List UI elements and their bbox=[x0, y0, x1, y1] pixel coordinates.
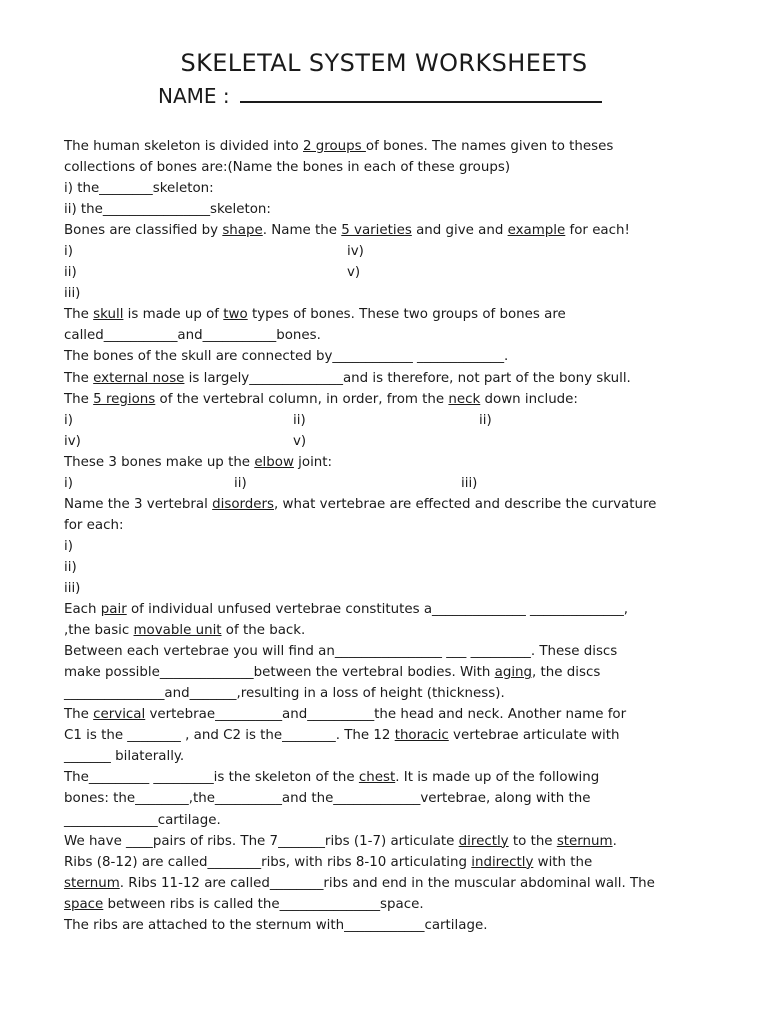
line-text: types of bones. These two groups of bones are bbox=[247, 307, 566, 323]
line-column bbox=[64, 136, 613, 157]
line-column bbox=[64, 852, 592, 873]
line-text: of the back. bbox=[221, 623, 306, 639]
worksheet-line bbox=[64, 220, 712, 241]
line-text: iii) bbox=[461, 475, 478, 491]
line-text: vertebrae__________and__________the head and neck. Another name for bbox=[145, 707, 627, 723]
line-column bbox=[64, 346, 508, 367]
worksheet-line bbox=[64, 515, 712, 536]
worksheet-line bbox=[64, 241, 712, 262]
worksheet-line bbox=[64, 852, 712, 873]
line-text: ii) bbox=[234, 475, 247, 491]
line-text: . bbox=[612, 833, 617, 849]
line-column bbox=[64, 788, 590, 809]
name-blank-line[interactable] bbox=[240, 98, 602, 103]
worksheet-line bbox=[64, 831, 712, 852]
worksheet-line bbox=[64, 641, 712, 662]
line-text: joint: bbox=[293, 454, 333, 470]
line-text: . Name the bbox=[262, 223, 342, 239]
line-text: The bones of the skull are connected by____________ _____________. bbox=[64, 349, 509, 365]
worksheet-line bbox=[64, 473, 712, 494]
line-text: for each! bbox=[565, 223, 630, 239]
worksheet-line bbox=[64, 178, 712, 199]
worksheet-line bbox=[64, 810, 712, 831]
line-column bbox=[64, 157, 510, 178]
line-text: is made up of bbox=[123, 307, 224, 323]
line-text: of individual unfused vertebrae constitutes a______________ ______________, bbox=[126, 602, 629, 618]
line-text: The human skeleton is divided into bbox=[64, 139, 303, 154]
line-text: i) bbox=[64, 538, 73, 554]
line-text: The_________ _________is the skeleton of the bbox=[64, 770, 359, 786]
line-column bbox=[461, 473, 477, 494]
line-column bbox=[64, 431, 81, 452]
line-column bbox=[64, 683, 505, 704]
line-column bbox=[64, 578, 80, 599]
line-column bbox=[64, 410, 73, 431]
worksheet-line bbox=[64, 873, 712, 894]
line-column bbox=[64, 473, 73, 494]
line-text: is largely______________and is therefore, not part of the bony skull. bbox=[184, 370, 631, 386]
line-column bbox=[64, 283, 80, 304]
line-column bbox=[293, 410, 306, 431]
line-text: We have ____pairs of ribs. The 7_______ribs (1-7) articulate bbox=[64, 833, 459, 849]
worksheet-line bbox=[64, 620, 712, 641]
underlined-term: two bbox=[223, 307, 248, 323]
worksheet-line bbox=[64, 894, 712, 915]
line-text: and give and bbox=[411, 223, 508, 239]
line-text: . It is made up of the following bbox=[395, 770, 600, 786]
line-column bbox=[347, 262, 360, 283]
line-text: of bones. The names given to theses bbox=[365, 139, 614, 154]
line-text: , what vertebrae are effected and describe the curvature bbox=[274, 496, 657, 512]
line-text: ii) bbox=[64, 559, 77, 575]
name-row bbox=[158, 82, 602, 110]
line-text: collections of bones are:(Name the bones in each of these groups) bbox=[64, 160, 511, 176]
underlined-term: example bbox=[507, 223, 566, 239]
line-text: Each bbox=[64, 602, 101, 618]
worksheet-line bbox=[64, 915, 712, 936]
line-text: Ribs (8-12) are called________ribs, with ribs 8-10 articulating bbox=[64, 854, 472, 870]
line-text: Between each vertebrae you will find an________________ ___ _________. These discs bbox=[64, 644, 618, 660]
line-text: Bones are classified by bbox=[64, 223, 223, 239]
underlined-term: external nose bbox=[93, 370, 185, 386]
line-text: called___________and___________bones. bbox=[64, 328, 321, 344]
line-column bbox=[347, 241, 364, 262]
line-column bbox=[64, 894, 424, 915]
underlined-term: chest bbox=[358, 770, 396, 786]
line-column bbox=[234, 473, 247, 494]
line-text: The bbox=[64, 370, 94, 386]
worksheet-line bbox=[64, 431, 712, 452]
line-text: C1 is the ________ , and C2 is the________. The 12 bbox=[64, 728, 395, 744]
line-text: ______________cartilage. bbox=[64, 812, 221, 828]
underlined-term: movable unit bbox=[133, 623, 222, 639]
line-column bbox=[64, 452, 332, 473]
underlined-term: directly bbox=[458, 833, 509, 849]
line-text: _______________and_______,resulting in a loss of height (thickness). bbox=[64, 686, 505, 702]
line-text: of the vertebral column, in order, from the bbox=[155, 391, 449, 407]
underlined-term: skull bbox=[93, 307, 124, 323]
line-text: with the bbox=[533, 854, 593, 870]
line-text: bones: the________,the__________and the_____________vertebrae, along with the bbox=[64, 791, 591, 807]
line-text: , the discs bbox=[532, 665, 601, 681]
line-column bbox=[64, 810, 221, 831]
line-column bbox=[64, 536, 73, 557]
underlined-term: 5 varieties bbox=[341, 223, 412, 239]
worksheet-body bbox=[64, 136, 712, 936]
underlined-term: space bbox=[64, 896, 104, 912]
line-column bbox=[64, 178, 214, 199]
line-text: . Ribs 11-12 are called________ribs and end in the muscular abdominal wall. The bbox=[119, 875, 655, 891]
line-text: i) bbox=[64, 412, 73, 428]
worksheet-line bbox=[64, 536, 712, 557]
line-column bbox=[64, 199, 271, 220]
line-text: v) bbox=[293, 433, 307, 449]
underlined-term: aging bbox=[494, 665, 533, 681]
underlined-term: sternum bbox=[64, 875, 120, 891]
line-column bbox=[64, 662, 600, 683]
line-text: for each: bbox=[64, 517, 124, 533]
line-column bbox=[64, 641, 617, 662]
line-text: ii) bbox=[293, 412, 306, 428]
line-text: i) the________skeleton: bbox=[64, 181, 214, 197]
line-column bbox=[64, 915, 487, 936]
worksheet-line bbox=[64, 578, 712, 599]
worksheet-line bbox=[64, 704, 712, 725]
name-label: NAME : bbox=[158, 84, 230, 108]
line-text: v) bbox=[347, 265, 361, 281]
worksheet-line bbox=[64, 662, 712, 683]
line-column bbox=[64, 220, 630, 241]
line-column bbox=[64, 325, 321, 346]
line-text: ii) the________________skeleton: bbox=[64, 202, 271, 218]
underlined-term: thoracic bbox=[394, 728, 449, 744]
worksheet-line bbox=[64, 767, 712, 788]
line-text: _______ bilaterally. bbox=[64, 749, 185, 765]
underlined-term: pair bbox=[100, 602, 127, 618]
worksheet-line bbox=[64, 788, 712, 809]
line-text: ii) bbox=[479, 412, 492, 428]
line-column bbox=[64, 241, 73, 262]
line-text: ii) bbox=[64, 265, 77, 281]
line-column bbox=[64, 494, 656, 515]
worksheet-line bbox=[64, 262, 712, 283]
underlined-term: disorders bbox=[212, 496, 275, 512]
line-text: iii) bbox=[64, 580, 81, 596]
line-column bbox=[64, 725, 620, 746]
line-column bbox=[64, 873, 655, 894]
worksheet-line bbox=[64, 452, 712, 473]
line-column bbox=[64, 831, 617, 852]
worksheet-line bbox=[64, 746, 712, 767]
line-text: down include: bbox=[480, 391, 578, 407]
underlined-term: 2 groups bbox=[303, 139, 366, 154]
worksheet-line bbox=[64, 304, 712, 325]
line-text: iv) bbox=[64, 433, 81, 449]
line-column bbox=[64, 767, 599, 788]
line-text: i) bbox=[64, 475, 73, 491]
line-column bbox=[64, 704, 626, 725]
line-column bbox=[64, 620, 305, 641]
line-column bbox=[64, 368, 631, 389]
worksheet-line bbox=[64, 683, 712, 704]
underlined-term: neck bbox=[448, 391, 481, 407]
line-column bbox=[64, 262, 77, 283]
worksheet-line bbox=[64, 368, 712, 389]
worksheet-line bbox=[64, 157, 712, 178]
worksheet-line bbox=[64, 557, 712, 578]
line-text: The ribs are attached to the sternum with____________cartilage. bbox=[64, 917, 488, 933]
line-text: ,the basic bbox=[64, 623, 134, 639]
worksheet-line bbox=[64, 599, 712, 620]
worksheet-line bbox=[64, 136, 712, 157]
line-column bbox=[64, 746, 184, 767]
line-column bbox=[64, 515, 123, 536]
underlined-term: elbow bbox=[254, 454, 294, 470]
line-text: The bbox=[64, 391, 94, 407]
underlined-term: indirectly bbox=[471, 854, 534, 870]
line-text: These 3 bones make up the bbox=[64, 454, 255, 470]
worksheet-line bbox=[64, 725, 712, 746]
worksheet-line bbox=[64, 389, 712, 410]
worksheet-line bbox=[64, 346, 712, 367]
line-column bbox=[64, 389, 578, 410]
underlined-term: shape bbox=[222, 223, 263, 239]
line-text: between ribs is called the_______________space. bbox=[103, 896, 424, 912]
line-text: vertebrae articulate with bbox=[448, 728, 620, 744]
underlined-term: sternum bbox=[556, 833, 613, 849]
line-column bbox=[64, 557, 77, 578]
worksheet-line bbox=[64, 494, 712, 515]
line-text: to the bbox=[508, 833, 557, 849]
worksheet-line bbox=[64, 410, 712, 431]
line-column bbox=[64, 599, 628, 620]
line-text: Name the 3 vertebral bbox=[64, 496, 213, 512]
worksheet-line bbox=[64, 199, 712, 220]
line-text: The bbox=[64, 307, 94, 323]
line-text: The bbox=[64, 707, 94, 723]
line-column bbox=[64, 304, 566, 325]
underlined-term: 5 regions bbox=[93, 391, 156, 407]
line-text: i) bbox=[64, 244, 73, 260]
worksheet-line bbox=[64, 325, 712, 346]
line-text: iii) bbox=[64, 286, 81, 302]
line-column bbox=[479, 410, 492, 431]
underlined-term: cervical bbox=[93, 707, 146, 723]
line-column bbox=[293, 431, 306, 452]
line-text: make possible______________between the vertebral bodies. With bbox=[64, 665, 495, 681]
worksheet-title: SKELETAL SYSTEM WORKSHEETS bbox=[180, 49, 588, 77]
worksheet-line bbox=[64, 283, 712, 304]
line-text: iv) bbox=[347, 244, 364, 260]
